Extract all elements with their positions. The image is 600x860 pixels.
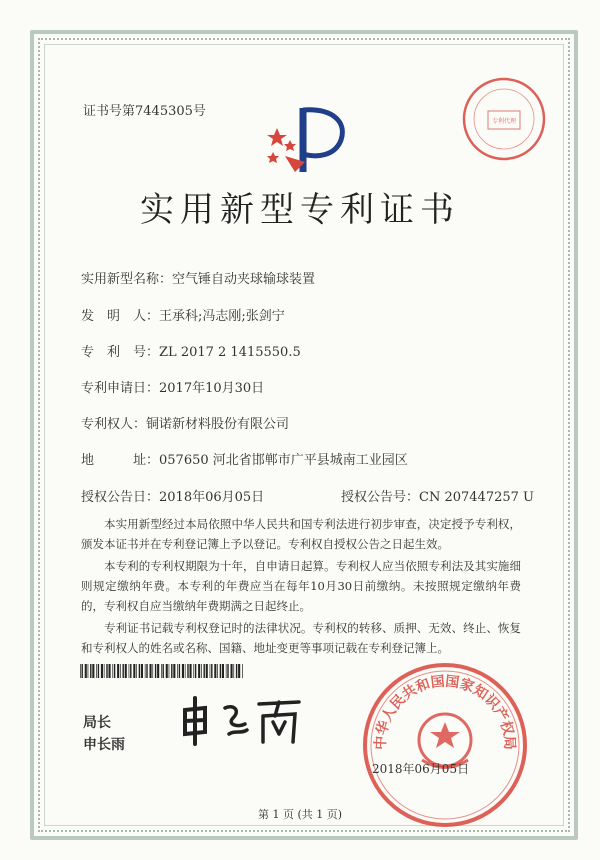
handwritten-signature-icon — [175, 690, 305, 750]
field-label: 授权公告日： — [81, 490, 160, 505]
certificate-title: 实用新型专利证书 — [140, 190, 460, 230]
certificate-number: 证书号第7445305号 — [83, 104, 206, 119]
signatory-name: 申长雨 — [83, 737, 125, 753]
agency-seal-icon — [460, 75, 548, 163]
body-paragraph-2: 本专利的专利权期限为十年，自申请日起算。专利权人应当依照专利法及其实施细则规定缴纳年费。本专利的年费应当在每年10月30日前缴纳。未按照规定缴纳年费的，专利权自应当缴纳年费期满之日起终止。 — [81, 559, 521, 613]
field-value: 2018年06月05日 — [159, 490, 265, 505]
barcode-icon — [80, 664, 245, 678]
field-label: 地 址： — [81, 453, 160, 468]
field-utility-model-name — [81, 268, 315, 287]
seal-date: 2018年06月05日 — [372, 762, 470, 776]
field-label: 专利申请日： — [81, 381, 160, 396]
field-grant-date — [81, 486, 264, 505]
body-paragraph-3: 专利证书记载专利权登记时的法律状况。专利权的转移、质押、无效、终止、恢复和专利权人的姓名或名称、国籍、地址变更等事项记载在专利登记簿上。 — [81, 621, 521, 655]
field-address — [81, 449, 408, 468]
field-value: ZL 2017 2 1415550.5 — [159, 345, 301, 360]
field-value: 2017年10月30日 — [159, 381, 265, 396]
field-value: 王承科;冯志刚;张剑宁 — [159, 309, 285, 324]
svg-text:中华人民共和国国家知识产权局: 中华人民共和国国家知识产权局 — [372, 673, 518, 751]
field-label: 实用新型名称： — [81, 272, 173, 287]
field-inventors — [81, 305, 285, 324]
patent-office-logo-icon — [255, 100, 350, 180]
field-filing-date — [81, 377, 264, 396]
field-value: 铜诺新材料股份有限公司 — [146, 417, 290, 432]
field-patent-number — [81, 341, 301, 360]
signatory-title: 局长 — [83, 715, 111, 731]
field-value: 空气锤自动夹球输球装置 — [172, 272, 316, 287]
body-paragraph-1: 本实用新型经过本局依照中华人民共和国专利法进行初步审查，决定授予专利权，颁发本证书并在专利登记簿上予以登记。专利权自授权公告之日起生效。 — [81, 517, 521, 551]
field-label: 发 明 人： — [81, 309, 160, 324]
field-patentee — [81, 413, 289, 432]
official-seal-icon — [360, 660, 530, 830]
field-value: CN 207447257 U — [419, 490, 534, 505]
field-label: 授权公告号： — [341, 490, 420, 505]
field-grant-number — [341, 486, 534, 505]
field-label: 专利权人： — [81, 417, 147, 432]
svg-text:专利代理: 专利代理 — [491, 118, 517, 125]
field-label: 专 利 号： — [81, 345, 160, 360]
page-footer: 第 1 页 (共 1 页) — [257, 808, 343, 821]
field-value: 057650 河北省邯郸市广平县城南工业园区 — [159, 453, 408, 468]
